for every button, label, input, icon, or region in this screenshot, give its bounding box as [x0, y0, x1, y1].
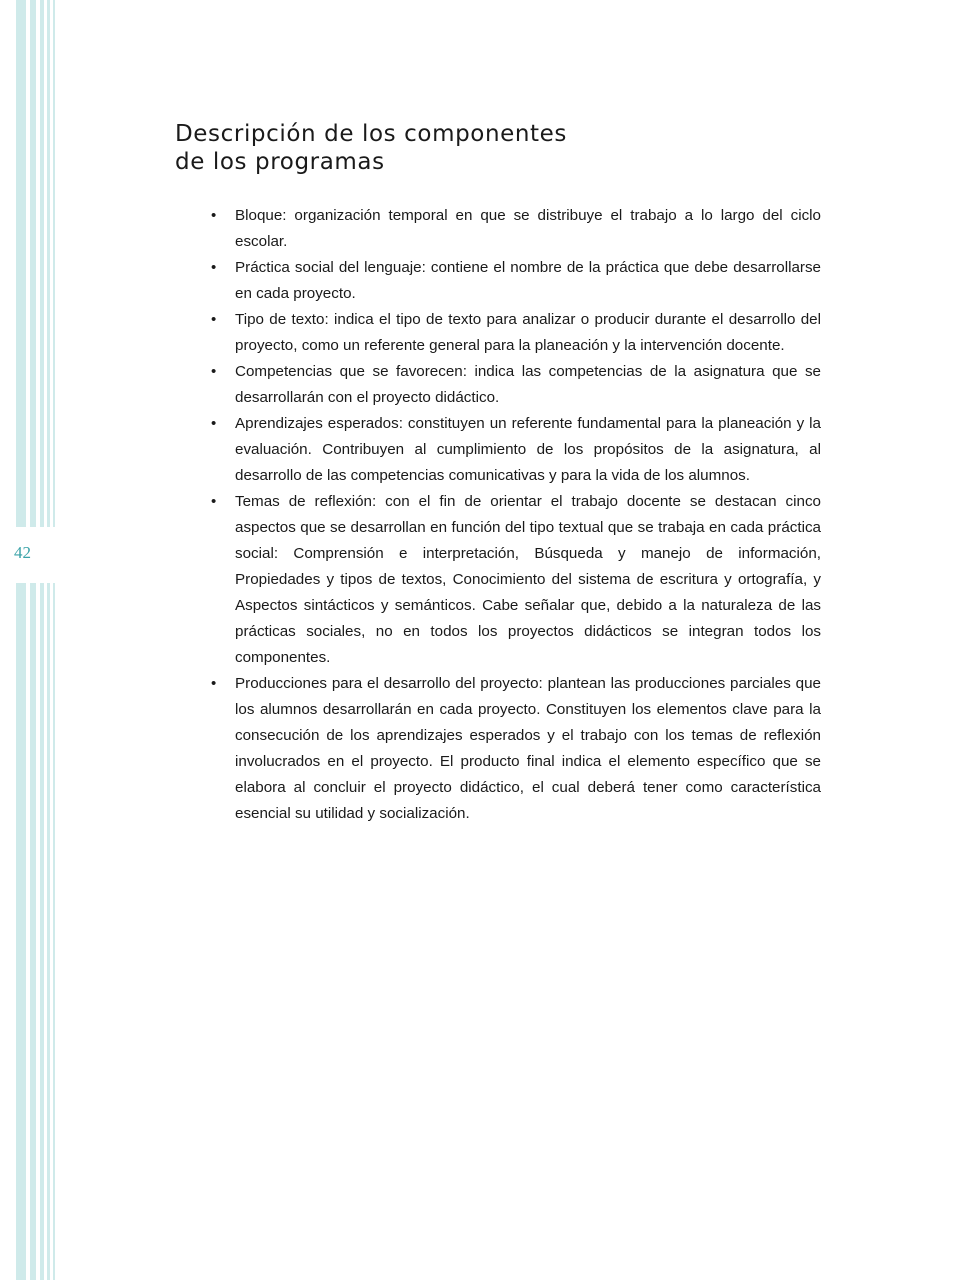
list-item: [211, 359, 821, 411]
section-title-line-1: Descripción de los componentes: [175, 121, 567, 147]
margin-stripe: [40, 0, 44, 1280]
list-item: [211, 411, 821, 489]
decorative-margin-stripes: [0, 0, 60, 1280]
list-item-text: Aprendizajes esperados: constituyen un referente fundamental para la planeación y la evaluación. Contribuyen al cumplimiento de los propósitos de la asignatura, al desarrollo de las competencias comunicativas y para la vida de los alumnos.: [235, 415, 821, 484]
list-item-text: Competencias que se favorecen: indica las competencias de la asignatura que se desarrollarán con el proyecto didáctico.: [235, 363, 821, 406]
list-item: [211, 489, 821, 671]
list-item: [211, 255, 821, 307]
bullet-icon: •: [211, 493, 217, 510]
bullet-icon: •: [211, 259, 217, 276]
bullet-icon: •: [211, 207, 217, 224]
section-title-line-2: de los programas: [175, 149, 385, 175]
bullet-icon: •: [211, 311, 217, 328]
page-number: 42: [14, 543, 31, 562]
list-item-text: Tipo de texto: indica el tipo de texto para analizar o producir durante el desarrollo del proyecto, como un referente general para la planeación y la intervención docente.: [235, 311, 821, 354]
bullet-icon: •: [211, 363, 217, 380]
list-item-text: Práctica social del lenguaje: contiene el nombre de la práctica que debe desarrollarse en cada proyecto.: [235, 259, 821, 302]
list-item: [211, 671, 821, 827]
margin-stripe: [16, 0, 26, 1280]
margin-stripe: [47, 0, 50, 1280]
list-item: [211, 203, 821, 255]
list-item-text: Temas de reflexión: con el fin de orientar el trabajo docente se destacan cinco aspectos que se desarrollan en función del tipo textual que se trabaja en cada práctica social: Comprensión e interpretación, Búsqueda y manejo de información, Propiedades y tipos de textos, Conocimiento del sistema de escritura y ortografía, y Aspectos sintácticos y semánticos. Cabe señalar que, debido a la naturaleza de las prácticas sociales, no en todos los proyectos didácticos se integran todos los componentes.: [235, 493, 821, 666]
list-item-text: Producciones para el desarrollo del proyecto: plantean las producciones parciales que los alumnos desarrollarán en cada proyecto. Constituyen los elementos clave para la consecución de los aprendizajes esperados y el trabajo con los temas de reflexión involucrados en el proyecto. El producto final indica el elemento específico que se elabora al concluir el proyecto didáctico, el cual deberá tener como característica esencial su utilidad y socialización.: [235, 675, 821, 822]
list-item-text: Bloque: organización temporal en que se distribuye el trabajo a lo largo del ciclo escolar.: [235, 207, 821, 250]
components-list: [211, 203, 821, 827]
list-item: [211, 307, 821, 359]
margin-stripe: [30, 0, 36, 1280]
section-title: [175, 120, 775, 176]
bullet-icon: •: [211, 415, 217, 432]
margin-stripe: [53, 0, 55, 1280]
bullet-icon: •: [211, 675, 217, 692]
